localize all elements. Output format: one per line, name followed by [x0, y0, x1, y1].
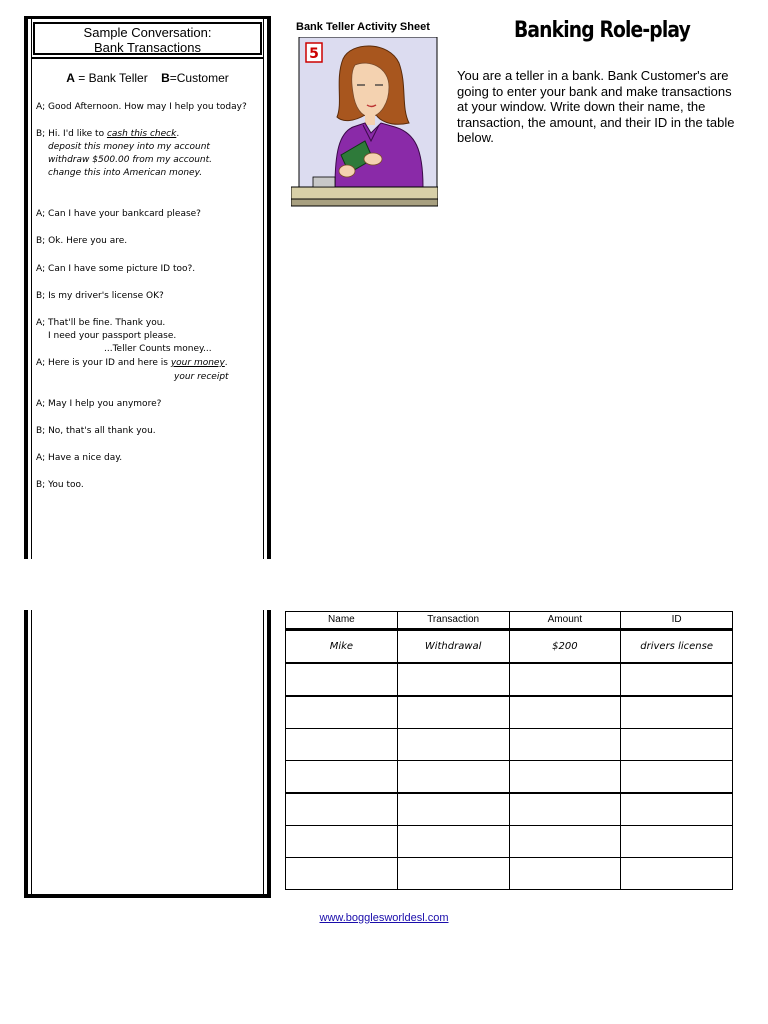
cell-id[interactable] — [621, 793, 733, 826]
table-row — [286, 663, 733, 696]
cell-id[interactable] — [621, 696, 733, 729]
cell-transaction[interactable] — [397, 793, 509, 826]
panel-border-inner-left — [31, 610, 32, 894]
cell-transaction[interactable] — [397, 696, 509, 729]
conversation-line: A; Have a nice day. — [36, 453, 123, 463]
cell-name[interactable] — [286, 663, 398, 696]
conversation-line: A; Can I have your bankcard please? — [36, 209, 201, 219]
cell-id: drivers license — [621, 630, 733, 664]
cell-name[interactable] — [286, 729, 398, 761]
cell-name[interactable] — [286, 761, 398, 794]
cell-amount[interactable] — [509, 826, 621, 858]
header-id: ID — [621, 612, 733, 630]
footer-website-link[interactable]: www.bogglesworldesl.com — [319, 912, 449, 924]
header-name: Name — [286, 612, 398, 630]
cell-amount[interactable] — [509, 663, 621, 696]
conversation-line: I need your passport please. — [48, 331, 177, 341]
cell-id[interactable] — [621, 826, 733, 858]
cell-name[interactable] — [286, 826, 398, 858]
conversation-line: B; Hi. I'd like to cash this check. — [36, 129, 180, 139]
cell-name[interactable] — [286, 858, 398, 890]
sheet-title: Bank Teller Activity Sheet — [296, 21, 430, 33]
cell-amount[interactable] — [509, 858, 621, 890]
cell-name: Mike — [286, 630, 398, 664]
cash-check-phrase: cash this check — [106, 129, 177, 139]
cell-amount: $200 — [509, 630, 621, 664]
transactions-table — [285, 611, 733, 890]
conversation-line: A; That'll be fine. Thank you. — [36, 318, 166, 328]
cell-id[interactable] — [621, 663, 733, 696]
conversation-line: withdraw $500.00 from my account. — [48, 155, 212, 165]
legend-a-text: = Bank Teller — [74, 71, 148, 85]
legend-b-key: B — [161, 71, 170, 85]
cell-transaction[interactable] — [397, 858, 509, 890]
legend-a-key: A — [66, 71, 75, 85]
conversation-line: B; You too. — [36, 480, 84, 490]
cell-id[interactable] — [621, 858, 733, 890]
cell-transaction[interactable] — [397, 826, 509, 858]
cell-transaction[interactable] — [397, 729, 509, 761]
conversation-line: change this into American money. — [48, 168, 203, 178]
table-row — [286, 826, 733, 858]
conversation-panel — [24, 16, 271, 559]
badge-number: 5 — [309, 46, 319, 62]
instructions-text: You are a teller in a bank. Bank Customer's are going to enter your bank and make transactions at your window. Write down their name, the transaction, the amount, and their ID in the table below. — [457, 68, 735, 146]
conversation-title-line1: Sample Conversation: — [83, 25, 212, 40]
conversation-line: B; Is my driver's license OK? — [36, 291, 164, 301]
conversation-title — [33, 22, 262, 55]
conversation-line: A; Can I have some picture ID too?. — [36, 264, 196, 274]
cell-transaction[interactable] — [397, 761, 509, 794]
conversation-line: B; Ok. Here you are. — [36, 236, 128, 246]
cell-id[interactable] — [621, 729, 733, 761]
conversation-line: ...Teller Counts money... — [104, 344, 212, 354]
conversation-line: deposit this money into my account — [48, 142, 210, 152]
cell-amount[interactable] — [509, 729, 621, 761]
cell-transaction[interactable] — [397, 663, 509, 696]
table-row — [286, 858, 733, 890]
table-row — [286, 696, 733, 729]
cell-name[interactable] — [286, 696, 398, 729]
panel-border-inner-left — [31, 19, 32, 559]
cell-name[interactable] — [286, 793, 398, 826]
conversation-line: A; Good Afternoon. How may I help you today? — [36, 102, 247, 112]
panel-border-inner-right — [263, 19, 264, 559]
page-title: Banking Role-play — [514, 18, 690, 43]
conversation-line: A; May I help you anymore? — [36, 399, 162, 409]
table-header-row — [286, 612, 733, 630]
bank-teller-illustration — [291, 37, 438, 207]
cell-amount[interactable] — [509, 696, 621, 729]
panel-border-inner-right — [263, 610, 264, 894]
conversation-line: B; No, that's all thank you. — [36, 426, 156, 436]
conversation-title-line2: Bank Transactions — [94, 40, 201, 55]
table-row — [286, 793, 733, 826]
table-row — [286, 761, 733, 794]
speaker-legend — [28, 71, 267, 85]
cell-transaction: Withdrawal — [397, 630, 509, 664]
header-amount: Amount — [509, 612, 621, 630]
cell-amount[interactable] — [509, 761, 621, 794]
notes-panel — [24, 610, 271, 898]
cell-amount[interactable] — [509, 793, 621, 826]
table-row — [286, 729, 733, 761]
your-money-phrase: your money — [170, 358, 225, 368]
table-row — [286, 630, 733, 664]
cell-id[interactable] — [621, 761, 733, 794]
legend-b-text: =Customer — [169, 71, 229, 85]
header-transaction: Transaction — [397, 612, 509, 630]
conversation-line: your receipt — [174, 372, 229, 382]
title-divider — [32, 57, 263, 59]
conversation-line: A; Here is your ID and here is your money. — [36, 358, 228, 368]
